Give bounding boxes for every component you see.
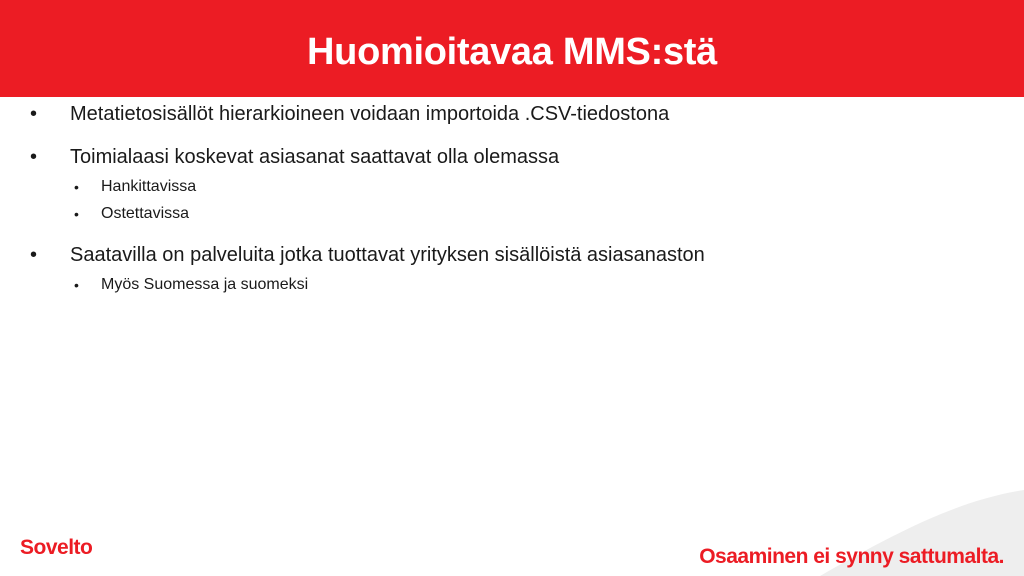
sub-bullet-text: Ostettavissa bbox=[101, 205, 190, 222]
bullet-text: Metatietosisällöt hierarkioineen voidaan importoida .CSV-tiedostona bbox=[70, 103, 670, 125]
bullet-marker: • bbox=[30, 103, 38, 125]
bullet-text: Toimialaasi koskevat asiasanat saattavat olla olemassa bbox=[70, 146, 560, 168]
bullet-text: Saatavilla on palveluita jotka tuottavat yrityksen sisällöistä asiasanaston bbox=[70, 244, 705, 266]
bullet-item bbox=[0, 241, 1000, 269]
sovelto-logo: Sovelto bbox=[20, 536, 93, 559]
footer-slogan: Osaaminen ei synny sattumalta. bbox=[699, 545, 1004, 568]
sub-bullet-item bbox=[0, 203, 1000, 225]
bullet-item bbox=[0, 100, 1000, 128]
bullet-item bbox=[0, 143, 1000, 171]
sub-bullet-item bbox=[0, 176, 1000, 198]
sub-bullet-marker: • bbox=[74, 277, 79, 293]
sub-bullet-item bbox=[0, 274, 1000, 296]
bullet-marker: • bbox=[30, 244, 38, 266]
sub-bullet-marker: • bbox=[74, 179, 79, 195]
bullet-list bbox=[0, 100, 1000, 296]
sub-bullet-text: Hankittavissa bbox=[101, 178, 197, 195]
sub-bullet-marker: • bbox=[74, 206, 79, 222]
bullet-marker: • bbox=[30, 146, 38, 168]
sub-bullet-text: Myös Suomessa ja suomeksi bbox=[101, 276, 309, 293]
slide-title: Huomioitavaa MMS:stä bbox=[307, 31, 717, 73]
